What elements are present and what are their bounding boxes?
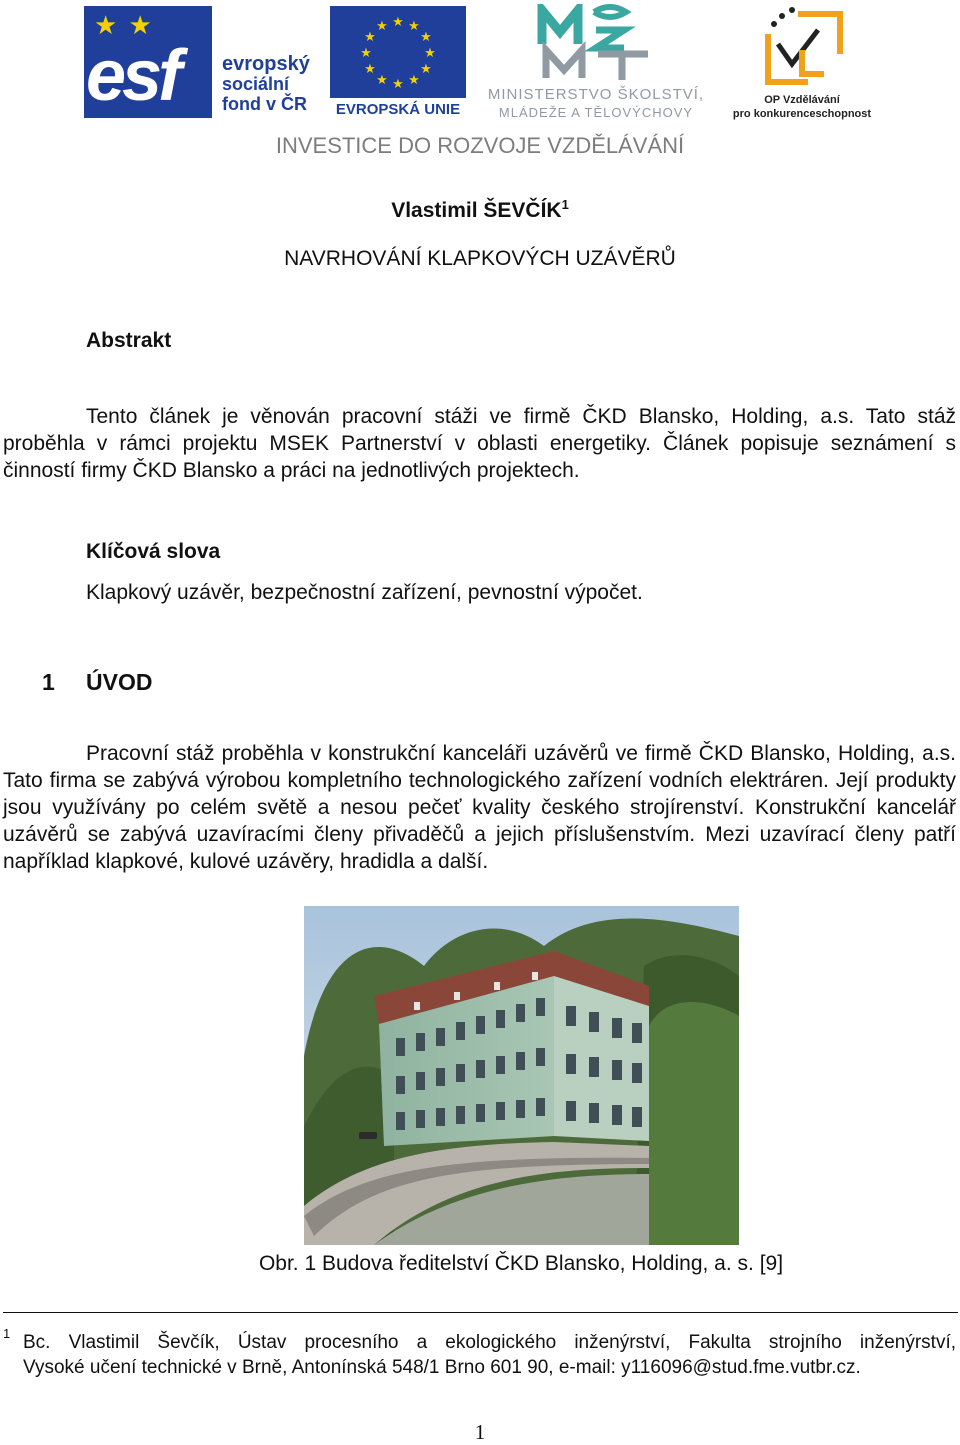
author-name (0, 197, 960, 223)
keywords-heading: Klíčová slova (86, 540, 221, 563)
eu-logo (330, 6, 466, 122)
figure-caption: Obr. 1 Budova ředitelství ČKD Blansko, Holding, a. s. [9] (258, 1252, 784, 1275)
svg-text:★: ★ (408, 73, 420, 88)
msmt-line-2: MLÁDEŽE A TĚLOVÝCHOVY (498, 105, 694, 120)
op-line-1: OP Vzdělávání (764, 94, 840, 106)
op-mark-icon (758, 4, 848, 90)
esf-line-3: fond v ČR (222, 94, 307, 114)
author-footnote-mark: 1 (561, 197, 569, 212)
section-number: 1 (42, 669, 55, 695)
section-title: ÚVOD (86, 669, 153, 695)
svg-text:★: ★ (376, 73, 388, 88)
svg-text:★: ★ (364, 30, 376, 45)
esf-line-1: evropský (222, 53, 310, 75)
footnote-line-1: Bc. Vlastimil Ševčík, Ústav procesního a ekologického inženýrství, Fakulta strojního inženýrství, (23, 1332, 956, 1353)
logo-bar (0, 0, 960, 175)
figure-building-photo (304, 906, 739, 1245)
svg-text:★: ★ (392, 15, 404, 30)
intro-paragraph: Pracovní stáž proběhla v konstrukční kanceláři uzávěrů ve firmě ČKD Blansko, Holding, a.s. Tato firma se zabývá výrobou kompletního technologického zařízení vodních elektráren. Její produkty jsou využívány po celém světě a nesou pečeť kvality českého strojírenství. Konstrukční kancelář uzávěrů se zabývá uzavíracími členy přivaděčů a jejich příslušenstvím. Mezi uzavírací členy patří například klapkové, kulové uzávěry, hradidla a další. (3, 742, 956, 873)
svg-text:★: ★ (360, 46, 372, 61)
msmt-mark-icon (536, 4, 656, 82)
svg-text:★: ★ (376, 19, 388, 34)
footnote-mark: 1 (3, 1326, 11, 1341)
esf-logo (84, 6, 322, 122)
svg-text:★: ★ (420, 62, 432, 77)
esf-stars-icon: ★ ★ (94, 10, 154, 40)
msmt-line-1: MINISTERSTVO ŠKOLSTVÍ, (487, 86, 705, 103)
op-logo (722, 4, 882, 122)
op-line-2: pro konkurenceschopnost (732, 108, 872, 120)
svg-text:★: ★ (408, 19, 420, 34)
abstract-paragraph: Tento článek je věnován pracovní stáži ve firmě ČKD Blansko, Holding, a.s. Tato stáž proběhla v rámci projektu MSEK Partnerství v oblasti energetiky. Článek popisuje seznámení s činností firmy ČKD Blansko a práci na jednotlivých projektech. (3, 405, 956, 482)
footnote-line-2: Vysoké učení technické v Brně, Antonínská 548/1 Brno 601 90, e-mail: y116096@stud.fme.vutbr.cz. (23, 1357, 861, 1378)
svg-text:★: ★ (424, 46, 436, 61)
esf-line-2: sociální (222, 74, 290, 94)
footnote-rule (3, 1312, 958, 1313)
eu-label: EVROPSKÁ UNIE (335, 101, 461, 118)
eu-flag-icon (330, 6, 466, 98)
abstract-heading: Abstrakt (86, 329, 172, 352)
author-text: Vlastimil ŠEVČÍK (391, 199, 562, 222)
svg-text:★: ★ (420, 30, 432, 45)
msmt-logo (478, 4, 714, 122)
investice-banner: INVESTICE DO ROZVOJE VZDĚLÁVÁNÍ (275, 133, 685, 158)
page-number: 1 (474, 1420, 486, 1444)
paper-title: NAVRHOVÁNÍ KLAPKOVÝCH UZÁVĚRŮ (284, 247, 676, 270)
svg-text:★: ★ (364, 62, 376, 77)
esf-logo-text (222, 54, 310, 114)
section-heading (42, 669, 152, 696)
esf-letters: esf (86, 36, 179, 116)
svg-text:★: ★ (392, 77, 404, 92)
keywords-text: Klapkový uzávěr, bezpečnostní zařízení, pevnostní výpočet. (86, 581, 643, 604)
